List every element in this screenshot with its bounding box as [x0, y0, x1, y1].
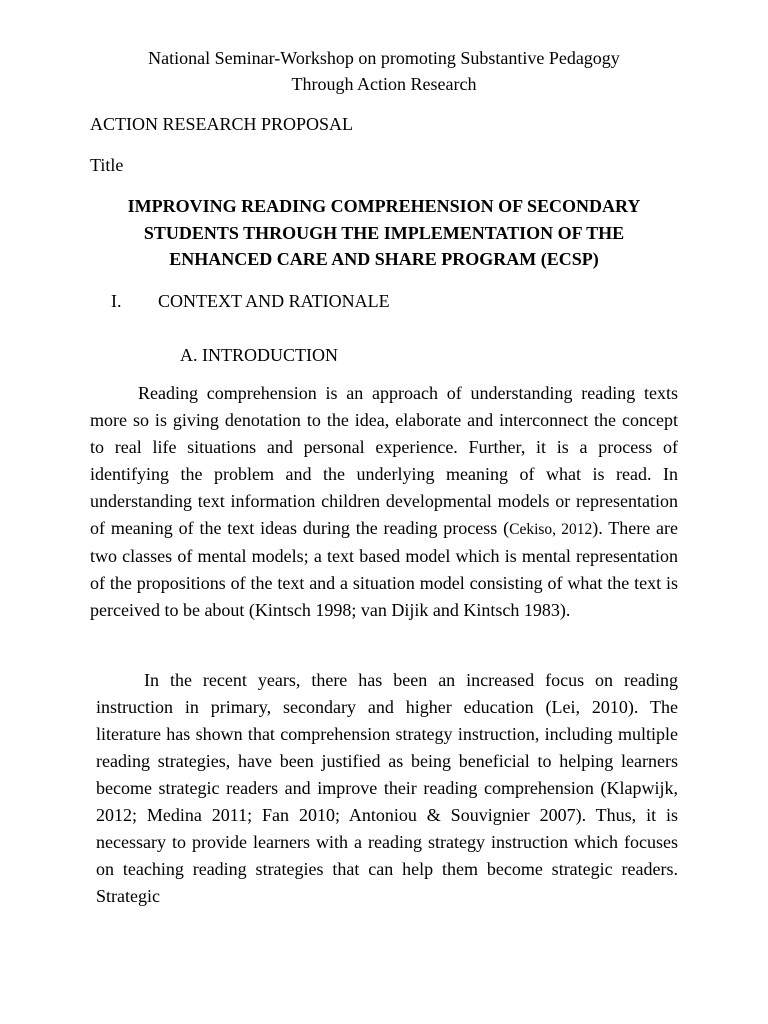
header-line-1: National Seminar-Workshop on promoting Substantive Pedagogy [148, 48, 620, 68]
citation-cekiso: Cekiso, 2012 [509, 521, 593, 538]
title-line-1: IMPROVING READING COMPREHENSION OF SECONDARY [127, 196, 641, 216]
introduction-paragraph-2: In the recent years, there has been an increased focus on reading instruction in primary, secondary and higher education (Lei, 2010). The literature has shown that comprehension strategy instruction, including multiple reading strategies, have been justified as being beneficial to helping learners become strategic readers and improve their reading comprehension (Klapwijk, 2012; Medina 2011; Fan 2010; Antoniou & Souvignier 2007). Thus, it is necessary to provide learners with a reading strategy instruction which focuses on teaching reading strategies that can help them become strategic readers. Strategic [96, 670, 678, 906]
proposal-title [90, 193, 678, 273]
title-line-3: ENHANCED CARE AND SHARE PROGRAM (ECSP) [169, 249, 599, 269]
subsection-title: A. INTRODUCTION [180, 345, 338, 365]
introduction-paragraph-1 [90, 380, 678, 624]
paragraph-1-text-b: ). There are two classes of mental models; a text based model which is mental representation of the propositions of the text and a situation model consisting of what the text is perceived to be about (Kintsch 1998; van Dijik and Kintsch 1983). [90, 518, 679, 620]
seminar-header [90, 45, 678, 97]
document-type: ACTION RESEARCH PROPOSAL [90, 114, 354, 134]
section-title: CONTEXT AND RATIONALE [158, 291, 390, 311]
title-label: Title [90, 155, 124, 175]
paragraph-1-text-a: Reading comprehension is an approach of understanding reading texts more so is giving denotation to the idea, elaborate and interconnect the concept to real life situations and personal experience. Further, it is a process of identifying the problem and the underlying meaning of what is read. In understanding text information children developmental models or representation of meaning of the text ideas during the reading process ( [90, 383, 678, 538]
section-number: I. [111, 291, 122, 311]
header-line-2: Through Action Research [291, 74, 477, 94]
title-line-2: STUDENTS THROUGH THE IMPLEMENTATION OF THE [143, 222, 625, 243]
